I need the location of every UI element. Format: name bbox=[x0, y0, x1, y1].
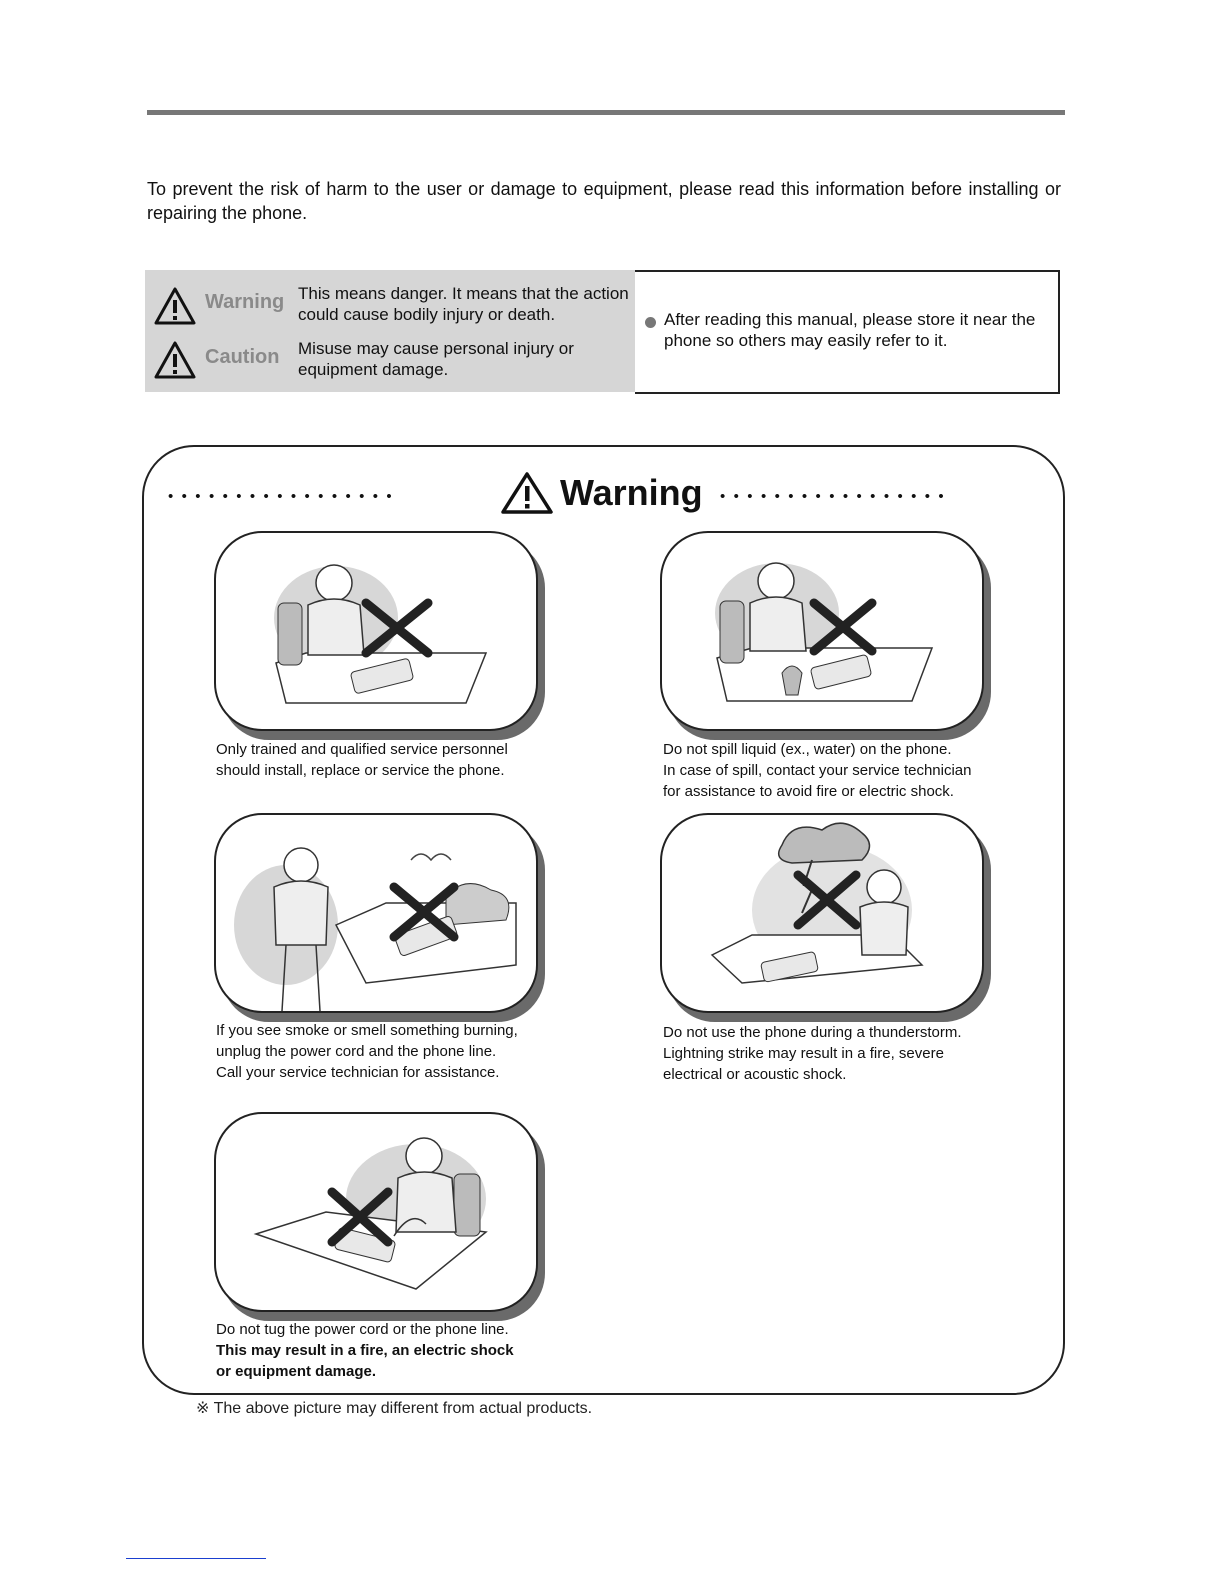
illustration-frame bbox=[214, 813, 538, 1013]
warning-label: Warning bbox=[205, 291, 285, 313]
caption-line: Call your service technician for assistance. bbox=[216, 1064, 500, 1081]
caption-line: unplug the power cord and the phone line. bbox=[216, 1043, 497, 1060]
storage-note: After reading this manual, please store it near the phone so others may easily refer to it. bbox=[664, 310, 1036, 350]
dotted-divider-left: ••••••••••••••••• bbox=[168, 488, 401, 505]
illustration-frame bbox=[214, 531, 538, 731]
cord-tug-illustration bbox=[216, 1114, 536, 1310]
caption-line: Lightning strike may result in a fire, severe bbox=[663, 1045, 944, 1062]
warning-triangle-icon bbox=[153, 286, 197, 326]
caption-line: If you see smoke or smell something burning, bbox=[216, 1022, 518, 1039]
caption-cord bbox=[216, 1319, 596, 1382]
intro-paragraph: To prevent the risk of harm to the user or damage to equipment, please read this information before installing or repairing the phone. bbox=[147, 179, 1061, 223]
caption-line-bold: or equipment damage. bbox=[216, 1363, 377, 1380]
caption-line: electrical or acoustic shock. bbox=[663, 1066, 847, 1083]
caption-line: Do not tug the power cord or the phone line. bbox=[216, 1321, 509, 1338]
illustration-frame bbox=[214, 1112, 538, 1312]
caption-smoke bbox=[216, 1020, 596, 1083]
caution-description: Misuse may cause personal injury or equipment damage. bbox=[298, 339, 574, 379]
warning-title: Warning bbox=[560, 472, 703, 513]
bullet-icon bbox=[645, 317, 656, 328]
caption-line: should install, replace or service the phone. bbox=[216, 762, 505, 779]
hazard-legend bbox=[145, 270, 635, 392]
thunderstorm-illustration bbox=[662, 815, 982, 1011]
caption-line: In case of spill, contact your service technician bbox=[663, 762, 972, 779]
caption-line-bold: This may result in a fire, an electric shock bbox=[216, 1342, 514, 1359]
caption-line: for assistance to avoid fire or electric shock. bbox=[663, 783, 954, 800]
warning-description: This means danger. It means that the action could cause bodily injury or death. bbox=[298, 284, 629, 324]
bottom-underline bbox=[126, 1558, 266, 1559]
illustration-frame bbox=[660, 531, 984, 731]
dotted-divider-right: ••••••••••••••••• bbox=[720, 488, 953, 505]
technician-illustration bbox=[216, 533, 536, 729]
liquid-spill-illustration bbox=[662, 533, 982, 729]
smoke-illustration bbox=[216, 815, 536, 1011]
caution-triangle-icon bbox=[153, 340, 197, 380]
caption-line: Do not use the phone during a thunderstorm. bbox=[663, 1024, 962, 1041]
illustration-frame bbox=[660, 813, 984, 1013]
caption-line: Do not spill liquid (ex., water) on the phone. bbox=[663, 741, 952, 758]
caption-line: Only trained and qualified service personnel bbox=[216, 741, 508, 758]
caption-technician bbox=[216, 739, 576, 781]
top-rule bbox=[147, 110, 1065, 115]
footnote: ※ The above picture may different from actual products. bbox=[196, 1400, 593, 1417]
warning-triangle-icon bbox=[500, 471, 554, 515]
caution-label: Caution bbox=[205, 346, 280, 368]
caption-thunderstorm bbox=[663, 1022, 1043, 1085]
caption-liquid bbox=[663, 739, 1043, 802]
storage-note-box bbox=[635, 270, 1060, 394]
